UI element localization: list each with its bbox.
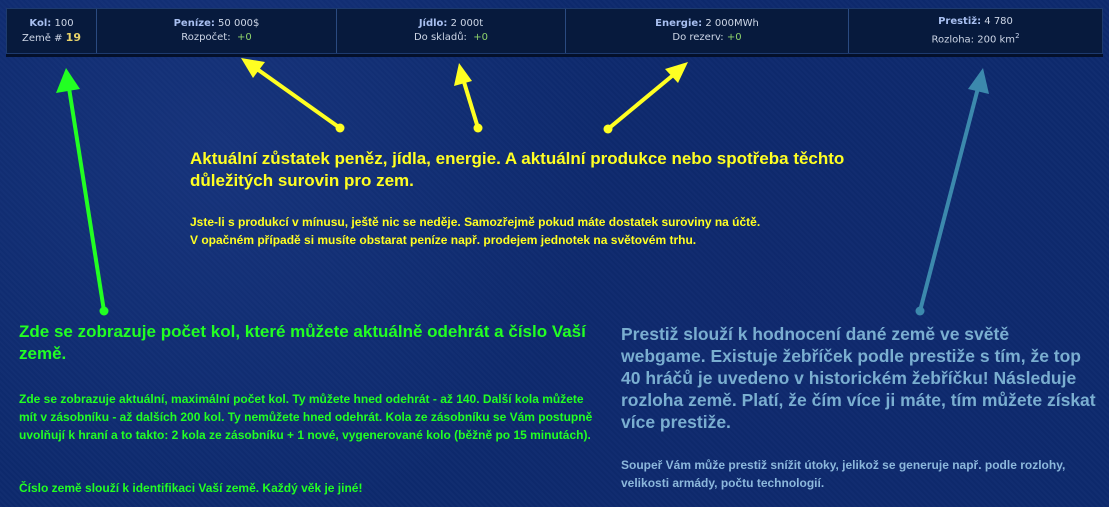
money-value: 50 000$ — [218, 18, 260, 29]
prestige-title: Prestiž slouží k hodnocení dané země ve světě webgame. Existuje žebříček podle prestiže s tím, že top 40 hráčů je uvedeno v historickém žebříčku! Následuje rozloha země. Platí, že čím více ji máte, tím můžete získat více prestiže. — [621, 324, 1096, 432]
rounds-title: Zde se zobrazuje počet kol, které můžete aktuálně odehrát a číslo Vaší země. — [19, 322, 586, 363]
teal-arrow-prestige — [916, 68, 990, 316]
reserve-value: +0 — [726, 32, 742, 43]
reserve-label: Do rezerv: — [672, 32, 724, 43]
energy-label: Energie: — [655, 18, 703, 29]
prestige-value: 4 780 — [984, 15, 1013, 27]
rounds-value: 100 — [54, 17, 74, 29]
rounds-label: Kol: — [29, 17, 52, 29]
storage-label: Do skladů: — [413, 32, 467, 43]
rounds-body: Zde se zobrazuje aktuální, maximální počet kol. Ty můžete hned odehrát - až 140. Další kola můžete mít v zásobníku - až dalších 200 kol. Ty nemůžete hned odehrát. Kola ze zásobníku se Vám postupně uvolňují k hraní a to takto: 2 kola ze zásobníku + 1 nové, vygenerované kolo (běžně po 15 minutách). — [19, 392, 593, 442]
country-label: Země # — [22, 32, 63, 44]
energy-value: 2 000MWh — [705, 18, 759, 29]
resources-note-line1: Jste-li s produkcí v mínusu, ještě nic se neděje. Samozřejmě pokud máte dostatek suroviny na účtě. — [190, 215, 761, 229]
rounds-footer: Číslo země slouží k identifikaci Vaší země. Každý věk je jiné! — [19, 481, 363, 495]
food-label: Jídlo: — [418, 18, 448, 29]
prestige-label: Prestiž: — [938, 15, 982, 27]
resources-title: Aktuální zůstatek peněz, jídla, energie. A aktuální produkce nebo spotřeba těchto důležitých surovin pro zem. — [190, 149, 845, 190]
area-label: Rozloha: — [931, 34, 975, 46]
area-unit-exponent: 2 — [1015, 31, 1020, 40]
green-arrow — [56, 68, 109, 316]
money-label: Peníze: — [173, 18, 215, 29]
budget-label: Rozpočet: — [181, 32, 231, 43]
prestige-body: Soupeř Vám může prestiž snížit útoky, jelikož se generuje např. podle rozlohy, velikosti armády, počtu technologií. — [621, 458, 1066, 490]
area-value: 200 km — [977, 34, 1016, 46]
resources-note-line2: V opačném případě si musíte obstarat peníze např. prodejem jednotek na světovém trhu. — [190, 233, 697, 247]
yellow-arrow-food — [454, 63, 483, 133]
country-number: 19 — [65, 30, 81, 44]
yellow-arrow-energy — [604, 62, 689, 134]
budget-value: +0 — [236, 32, 252, 43]
resources-note — [190, 213, 950, 249]
storage-value: +0 — [473, 32, 489, 43]
yellow-arrow-money — [241, 58, 345, 133]
food-value: 2 000t — [450, 18, 484, 29]
